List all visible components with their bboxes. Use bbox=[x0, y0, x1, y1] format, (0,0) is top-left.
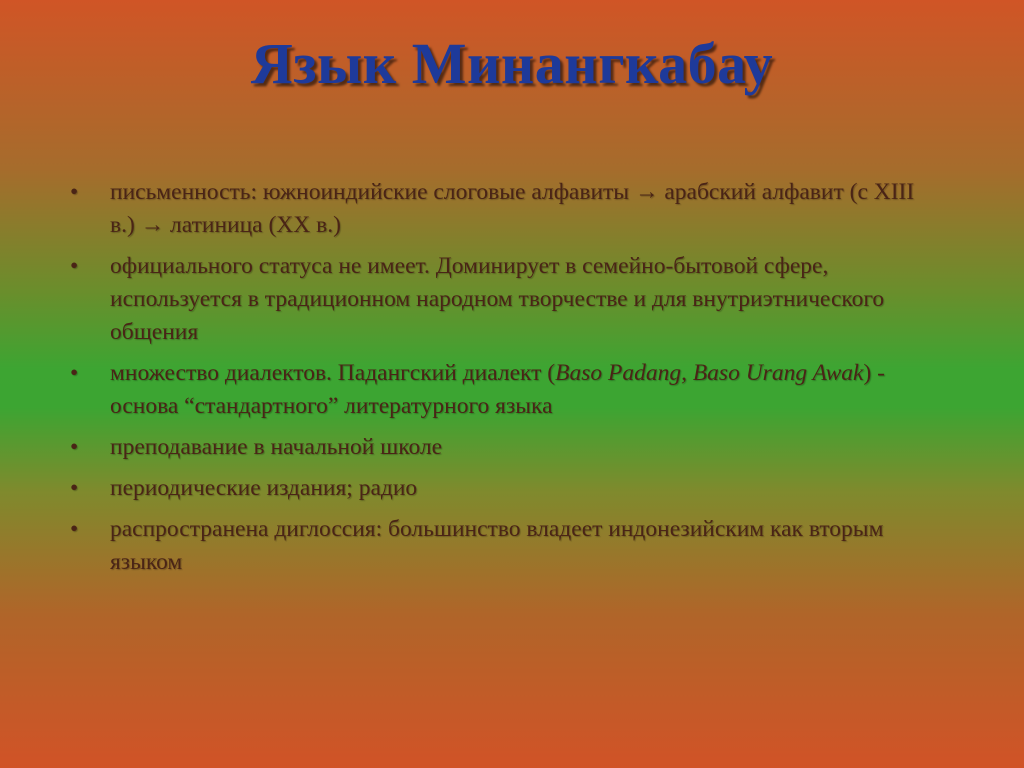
bullet-item-diglossia bbox=[70, 513, 930, 579]
bullet-icon: • bbox=[70, 253, 79, 279]
bullet-item-status bbox=[70, 250, 930, 349]
bullet-text: распространена диглоссия: большинство владеет индонезийским как вторым языком bbox=[110, 516, 884, 575]
bullet-icon: • bbox=[70, 434, 79, 460]
bullet-item-school bbox=[70, 431, 930, 464]
bullet-icon: • bbox=[70, 516, 79, 542]
bullet-text: письменность: южноиндийские слоговые алфавиты → арабский алфавит (с XIII в.) → латиница (XX в.) bbox=[110, 179, 915, 238]
slide-title: Язык Минангкабау bbox=[250, 31, 774, 96]
bullet-icon: • bbox=[70, 179, 79, 205]
bullet-text-before: множество диалектов. Падангский диалект ( bbox=[110, 360, 556, 386]
bullet-text: официального статуса не имеет. Доминирует в семейно-бытовой сфере, используется в традиционном народном творчестве и для внутриэтнического общения bbox=[110, 253, 885, 345]
bullet-item-media bbox=[70, 472, 930, 505]
bullet-icon: • bbox=[70, 475, 79, 501]
bullet-text-after: ) - основа “стандартного” литературного языка bbox=[110, 360, 885, 419]
bullet-list bbox=[70, 176, 930, 587]
bullet-text-italic: Baso Padang, Baso Urang Awak bbox=[555, 360, 864, 386]
bullet-text: преподавание в начальной школе bbox=[110, 434, 443, 460]
bullet-item-writing bbox=[70, 176, 930, 242]
bullet-icon: • bbox=[70, 360, 79, 386]
bullet-text: периодические издания; радио bbox=[110, 475, 418, 501]
bullet-item-dialects bbox=[70, 357, 930, 423]
